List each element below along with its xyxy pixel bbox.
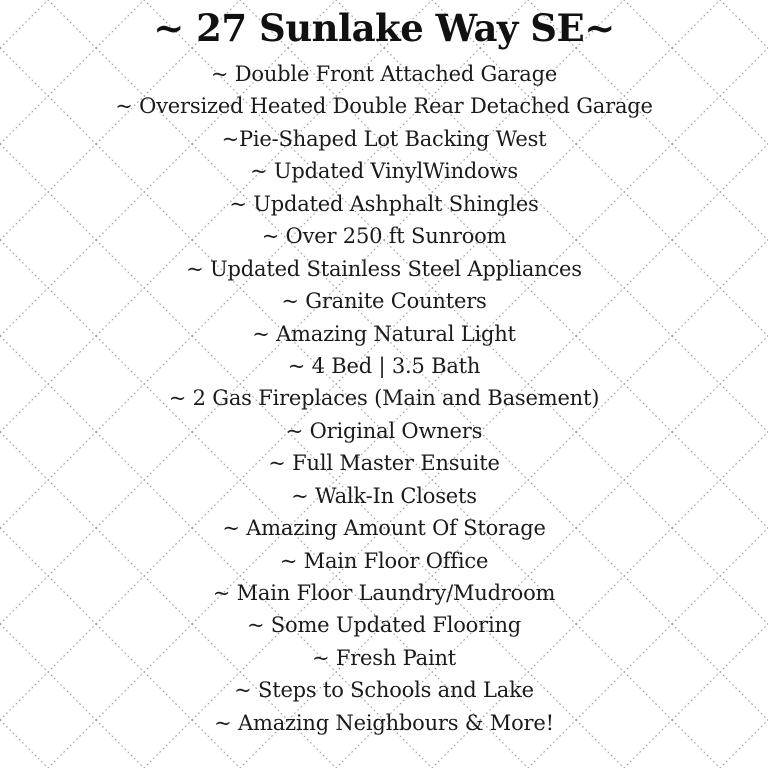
feature-item: ~ Updated Ashphalt Shingles	[229, 191, 539, 216]
feature-item: ~ Amazing Natural Light	[252, 321, 516, 346]
feature-item: ~ 2 Gas Fireplaces (Main and Basement)	[168, 386, 600, 411]
feature-item: ~ Over 250 ft Sunroom	[261, 224, 507, 249]
feature-item: ~ Updated VinylWindows	[250, 159, 518, 184]
feature-item: ~ Some Updated Flooring	[246, 613, 522, 638]
feature-item: ~ Full Master Ensuite	[268, 451, 500, 476]
feature-item: ~ Granite Counters	[281, 289, 487, 314]
feature-item: ~Pie-Shaped Lot Backing West	[221, 126, 547, 151]
feature-item: ~ Double Front Attached Garage	[210, 62, 558, 86]
feature-item: ~ Amazing Amount Of Storage	[222, 516, 546, 541]
feature-item: ~ Original Owners	[285, 418, 483, 443]
feature-item: ~ Walk-In Closets	[291, 483, 477, 508]
feature-item: ~ Steps to Schools and Lake	[234, 678, 534, 703]
feature-list	[0, 58, 768, 739]
listing-title: ~ 27 Sunlake Way SE~	[153, 6, 615, 50]
feature-item: ~ Amazing Neighbours & More!	[214, 710, 554, 735]
feature-item: ~ Main Floor Office	[279, 548, 489, 573]
feature-item: ~ Main Floor Laundry/Mudroom	[212, 581, 556, 605]
feature-item: ~ Oversized Heated Double Rear Detached Garage	[115, 94, 653, 119]
feature-item: ~ 4 Bed | 3.5 Bath	[287, 353, 481, 378]
feature-item: ~ Fresh Paint	[311, 645, 457, 670]
feature-item: ~ Updated Stainless Steel Appliances	[186, 256, 582, 281]
